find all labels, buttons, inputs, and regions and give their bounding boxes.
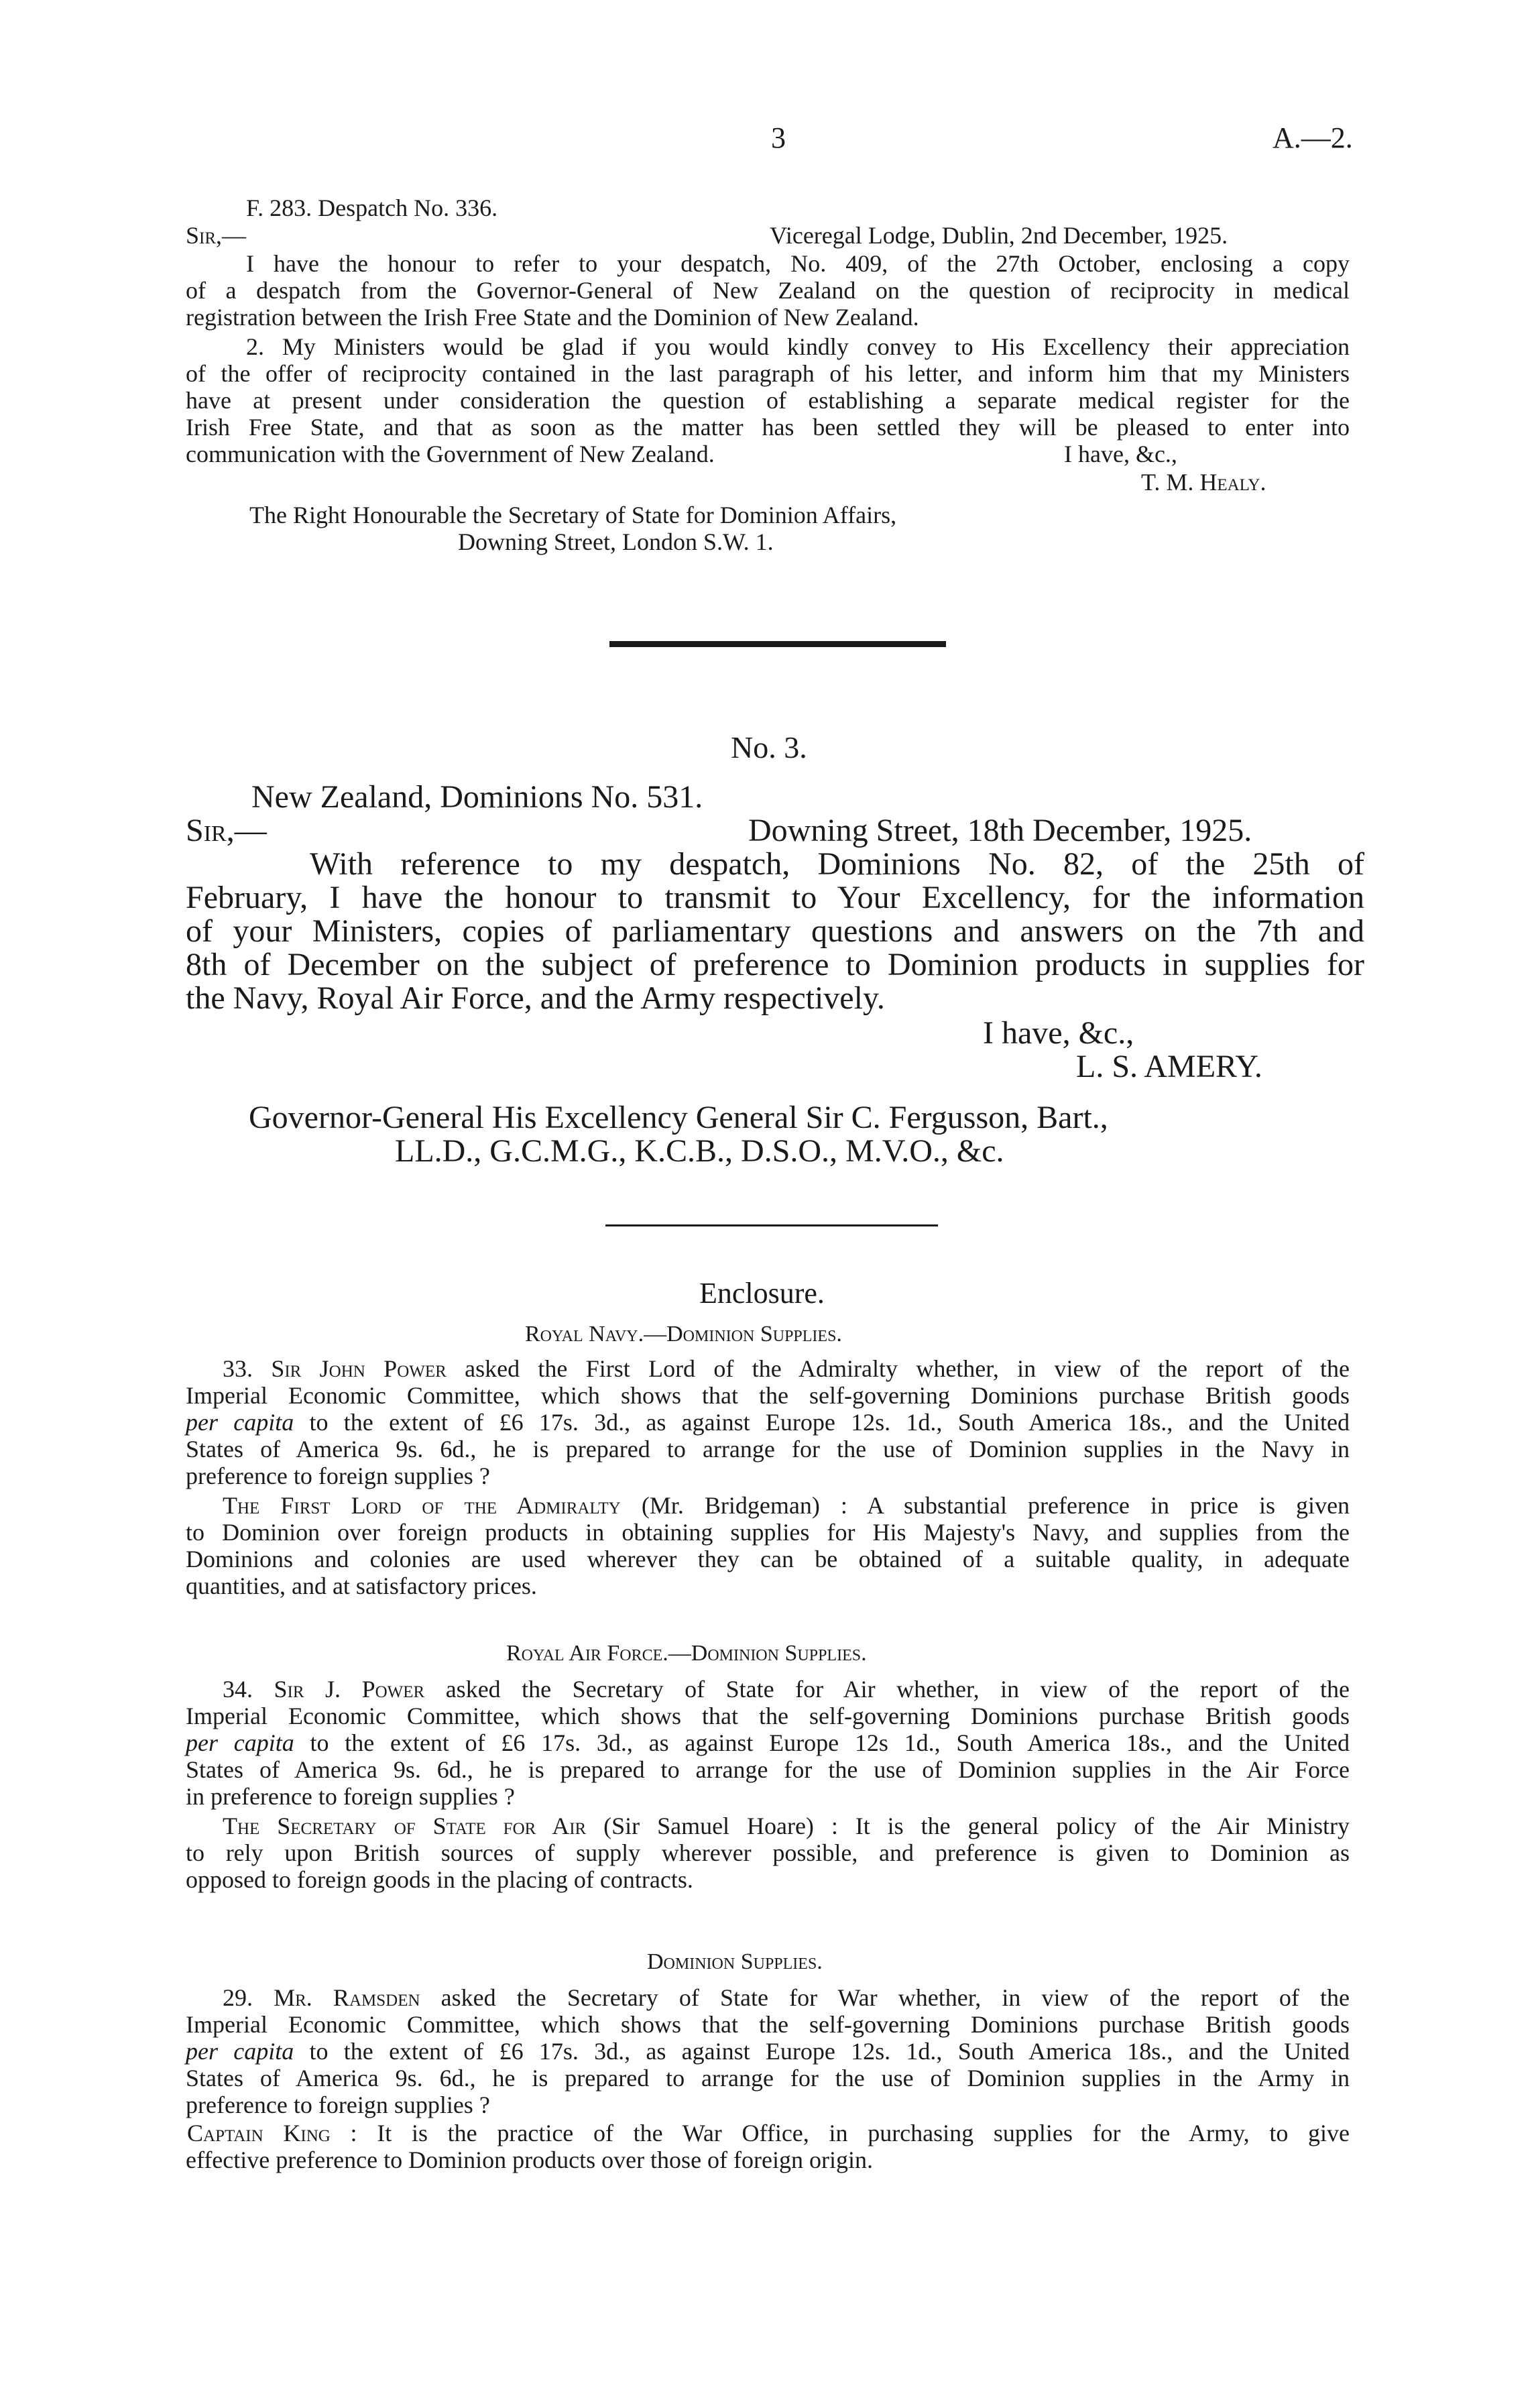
section-divider [609,641,946,647]
paragraph-line: the Navy, Royal Air Force, and the Army respectively. [186,980,885,1016]
paragraph-line: have at present under consideration the question of establishing a separate medical register for the [186,387,1350,414]
question-line [223,1354,1350,1383]
answer-line: to Dominion over foreign products in obtaining supplies for His Majesty's Navy, and supplies from the [186,1519,1350,1546]
question-text: asked the Secretary of State for War whether, in view of the report of the [440,1984,1350,2011]
question-line: in preference to foreign supplies ? [186,1783,515,1810]
answer-speaker-name: : [350,2120,357,2146]
place-date: Viceregal Lodge, Dublin, 2nd December, 1925. [770,222,1228,249]
answer-text: It is the practice of the War Office, in purchasing supplies for the Army, to give [377,2120,1350,2146]
signature: T. M. Healy. [1141,469,1266,496]
letter-number: No. 3. [731,730,807,764]
question-text: to the extent of £6 17s. 3d., as against Europe 12s. 1d., South America 18s., and the United [309,1409,1350,1436]
paragraph-line: of the offer of reciprocity contained in the last paragraph of his letter, and inform him that my Ministers [186,360,1350,387]
per-capita: per capita [186,2038,294,2065]
question-line [186,1728,1350,1758]
paragraph-line: Irish Free State, and that as soon as the matter has been settled they will be pleased to enter into [186,414,1350,441]
addressee: Governor-General His Excellency General Sir C. Fergusson, Bart., [249,1100,1108,1135]
question-line [186,2037,1350,2066]
paragraph-line: registration between the Irish Free State and the Dominion of New Zealand. [186,304,919,331]
question-text: to the extent of £6 17s. 3d., as against Europe 12s 1d., South America 18s., and the United [310,1729,1350,1756]
despatch-reference: New Zealand, Dominions No. 531. [251,779,703,815]
answer-line [223,1811,1350,1841]
answer-text: A substantial preference in price is given [866,1492,1350,1519]
series-number: A.—2. [1273,121,1353,154]
salutation: Sir,— [186,222,247,249]
answer-speaker: Captain King [187,2120,331,2146]
section-title: Dominion Supplies. [647,1949,823,1974]
addressee-address: Downing Street, London S.W. 1. [458,528,774,555]
paragraph-line: With reference to my despatch, Dominions No. 82, of the 25th of [310,846,1364,882]
paragraph-line: of your Ministers, copies of parliamentary questions and answers on the 7th and [186,913,1364,949]
paragraph-line: February, I have the honour to transmit to Your Excellency, for the information [186,880,1364,915]
answer-speaker-name: (Sir Samuel Hoare) : [603,1813,838,1839]
question-line [223,1983,1350,2012]
per-capita: per capita [186,1729,294,1756]
question-line: Imperial Economic Committee, which shows that the self-governing Dominions purchase British goods [186,1703,1350,1729]
question-text: asked the First Lord of the Admiralty whether, in view of the report of the [465,1355,1350,1382]
paragraph-line: 2. My Ministers would be glad if you would kindly convey to His Excellency their appreciation [246,333,1350,360]
question-line: preference to foreign supplies ? [186,2091,490,2118]
answer-line: Dominions and colonies are used wherever they can be obtained of a suitable quality, in adequate [186,1546,1350,1572]
signature: L. S. AMERY. [1076,1049,1262,1084]
per-capita: per capita [186,1409,294,1436]
question-line [186,1408,1350,1437]
answer-speaker-name: (Mr. Bridgeman) : [641,1492,847,1519]
section-title: Royal Air Force.—Dominion Supplies. [506,1641,867,1666]
answer-line: effective preference to Dominion products over those of foreign origin. [186,2146,873,2173]
member-name: Mr. Ramsden [274,1984,420,2011]
paragraph-line: I have the honour to refer to your despatch, No. 409, of the 27th October, enclosing a copy [246,250,1350,277]
answer-speaker: The First Lord of the Admiralty [223,1492,621,1519]
question-number: 29. [223,1984,253,2011]
answer-speaker: The Secretary of State for Air [223,1813,587,1839]
question-line: States of America 9s. 6d., he is prepared to arrange for the use of Dominion supplies in the Army in [186,2065,1350,2091]
answer-line [223,1491,1350,1520]
member-name: Sir John Power [271,1355,447,1382]
question-line: Imperial Economic Committee, which shows that the self-governing Dominions purchase British goods [186,1382,1350,1409]
section-divider [605,1224,938,1226]
question-line: States of America 9s. 6d., he is prepared to arrange for the use of Dominion supplies in the Navy in [186,1436,1350,1463]
closing: I have, &c., [983,1015,1134,1051]
question-number: 33. [223,1355,253,1382]
enclosure-heading: Enclosure. [699,1277,825,1310]
question-line [223,1674,1350,1704]
page-number: 3 [771,121,786,154]
question-line: preference to foreign supplies ? [186,1463,490,1489]
paragraph-line: of a despatch from the Governor-General of New Zealand on the question of reciprocity in medical [186,277,1350,304]
paragraph-line: communication with the Government of New Zealand. [186,441,715,467]
question-text: asked the Secretary of State for Air whether, in view of the report of the [445,1676,1350,1703]
answer-text: It is the general policy of the Air Ministry [855,1813,1350,1839]
paragraph-line: 8th of December on the subject of preference to Dominion products in supplies for [186,947,1364,982]
despatch-reference: F. 283. Despatch No. 336. [246,194,498,221]
member-name: Sir J. Power [274,1676,425,1703]
question-line: States of America 9s. 6d., he is prepared to arrange for the use of Dominion supplies in the Air Force [186,1756,1350,1783]
answer-line: opposed to foreign goods in the placing of contracts. [186,1866,693,1893]
closing: I have, &c., [1064,441,1177,467]
answer-line: quantities, and at satisfactory prices. [186,1572,537,1599]
salutation: Sir,— [186,813,267,848]
question-line: Imperial Economic Committee, which shows that the self-governing Dominions purchase British goods [186,2011,1350,2038]
question-text: to the extent of £6 17s. 3d., as against Europe 12s. 1d., South America 18s., and the United [309,2038,1350,2065]
answer-line: to rely upon British sources of supply wherever possible, and preference is given to Dominion as [186,1839,1350,1866]
question-number: 34. [223,1676,253,1703]
addressee: The Right Honourable the Secretary of State for Dominion Affairs, [249,502,897,528]
place-date: Downing Street, 18th December, 1925. [748,813,1252,848]
addressee-honours: LL.D., G.C.M.G., K.C.B., D.S.O., M.V.O., &c. [395,1133,1004,1169]
answer-line [186,2118,1350,2148]
section-title: Royal Navy.—Dominion Supplies. [525,1322,842,1346]
